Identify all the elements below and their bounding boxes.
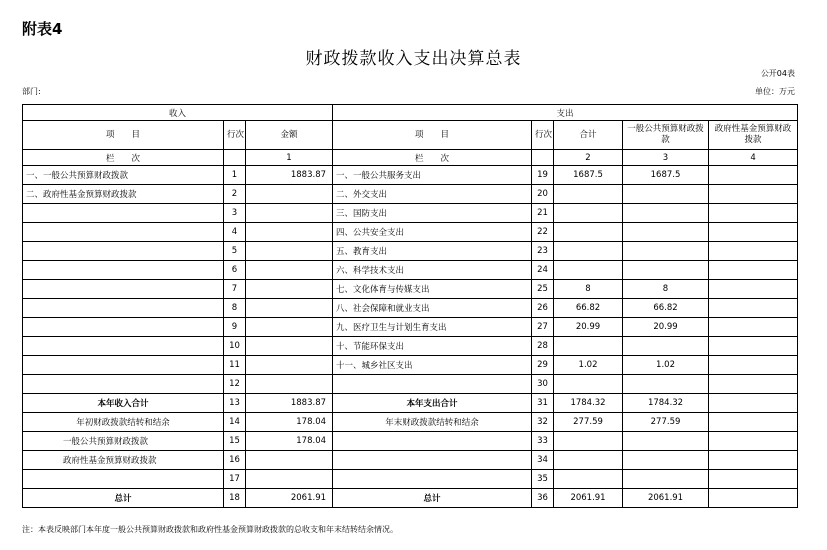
col-label-income: 栏 次 (23, 150, 224, 166)
expense-general-budget (623, 242, 709, 261)
expense-item (333, 451, 532, 470)
income-line-no: 5 (224, 242, 246, 261)
income-line-no: 4 (224, 223, 246, 242)
expense-item: 八、社会保障和就业支出 (333, 299, 532, 318)
expense-item (333, 375, 532, 394)
expense-total: 20.99 (554, 318, 623, 337)
expense-item: 五、教育支出 (333, 242, 532, 261)
expense-line-no: 33 (532, 432, 554, 451)
expense-line-no: 27 (532, 318, 554, 337)
expense-general-budget (623, 470, 709, 489)
expense-general-budget: 1784.32 (623, 394, 709, 413)
income-item (23, 280, 224, 299)
income-amount: 1883.87 (246, 166, 333, 185)
expense-total: 8 (554, 280, 623, 299)
department-label: 部门: (22, 87, 41, 96)
general-budget-header: 一般公共预算财政拨款 (623, 121, 709, 150)
income-amount (246, 185, 333, 204)
gov-fund-header: 政府性基金预算财政拨款 (709, 121, 798, 150)
income-line-no-header: 行次 (224, 121, 246, 150)
expense-header: 支出 (333, 105, 798, 121)
expense-total (554, 451, 623, 470)
table-row (23, 242, 798, 261)
expense-general-budget (623, 261, 709, 280)
table-row (23, 337, 798, 356)
expense-item: 二、外交支出 (333, 185, 532, 204)
expense-general-budget: 277.59 (623, 413, 709, 432)
income-amount (246, 299, 333, 318)
expense-gov-fund (709, 299, 798, 318)
table-row (23, 451, 798, 470)
unit-label: 单位：万元 (755, 87, 795, 96)
expense-gov-fund (709, 356, 798, 375)
expense-item: 一、一般公共服务支出 (333, 166, 532, 185)
table-row (23, 318, 798, 337)
expense-gov-fund (709, 337, 798, 356)
table-row (23, 394, 798, 413)
income-line-no: 8 (224, 299, 246, 318)
expense-total (554, 375, 623, 394)
expense-line-no: 30 (532, 375, 554, 394)
footnote: 注：本表反映部门本年度一般公共预算财政拨款和政府性基金预算财政拨款的总收支和年末结转结余情况。 (22, 525, 398, 534)
income-line-no: 6 (224, 261, 246, 280)
income-amount (246, 223, 333, 242)
expense-gov-fund (709, 223, 798, 242)
expense-general-budget (623, 432, 709, 451)
expense-line-no: 29 (532, 356, 554, 375)
expense-item: 六、科学技术支出 (333, 261, 532, 280)
income-item (23, 470, 224, 489)
income-line-no: 11 (224, 356, 246, 375)
income-amount (246, 204, 333, 223)
expense-gov-fund (709, 242, 798, 261)
expense-item-header: 项 目 (333, 121, 532, 150)
income-amount-header: 金额 (246, 121, 333, 150)
income-amount (246, 280, 333, 299)
income-item (23, 318, 224, 337)
income-amount (246, 470, 333, 489)
expense-total (554, 432, 623, 451)
income-amount: 2061.91 (246, 489, 333, 508)
income-item: 本年收入合计 (23, 394, 224, 413)
expense-line-no: 36 (532, 489, 554, 508)
expense-line-no: 35 (532, 470, 554, 489)
attachment-label: 附表4 (22, 20, 63, 38)
income-line-no: 2 (224, 185, 246, 204)
expense-gov-fund (709, 185, 798, 204)
expense-gov-fund (709, 470, 798, 489)
col-label-blank (224, 150, 246, 166)
expense-item: 本年支出合计 (333, 394, 532, 413)
table-row (23, 223, 798, 242)
expense-item: 总计 (333, 489, 532, 508)
expense-gov-fund (709, 375, 798, 394)
table-row (23, 204, 798, 223)
income-amount: 178.04 (246, 432, 333, 451)
expense-line-no-header: 行次 (532, 121, 554, 150)
expense-gov-fund (709, 451, 798, 470)
table-row (23, 261, 798, 280)
expense-total: 2061.91 (554, 489, 623, 508)
col-number-2: 2 (554, 150, 623, 166)
expense-total (554, 204, 623, 223)
expense-gov-fund (709, 204, 798, 223)
col-label-blank (532, 150, 554, 166)
income-amount (246, 451, 333, 470)
expense-total (554, 261, 623, 280)
expense-general-budget (623, 185, 709, 204)
expense-item (333, 432, 532, 451)
income-item: 一般公共预算财政拨款 (23, 432, 224, 451)
income-line-no: 14 (224, 413, 246, 432)
form-number: 公开04表 (760, 69, 795, 78)
expense-gov-fund (709, 166, 798, 185)
expense-general-budget (623, 337, 709, 356)
expense-item: 七、文化体育与传媒支出 (333, 280, 532, 299)
expense-line-no: 20 (532, 185, 554, 204)
income-item: 年初财政拨款结转和结余 (23, 413, 224, 432)
expense-general-budget (623, 223, 709, 242)
income-line-no: 18 (224, 489, 246, 508)
income-item (23, 242, 224, 261)
expense-item: 年末财政拨款结转和结余 (333, 413, 532, 432)
expense-line-no: 23 (532, 242, 554, 261)
expense-general-budget: 8 (623, 280, 709, 299)
table-row (23, 299, 798, 318)
table-row (23, 280, 798, 299)
expense-line-no: 26 (532, 299, 554, 318)
expense-total-header: 合计 (554, 121, 623, 150)
expense-general-budget: 1.02 (623, 356, 709, 375)
expense-total: 1784.32 (554, 394, 623, 413)
expense-total (554, 242, 623, 261)
income-line-no: 13 (224, 394, 246, 413)
expense-item: 三、国防支出 (333, 204, 532, 223)
expense-general-budget: 2061.91 (623, 489, 709, 508)
income-line-no: 10 (224, 337, 246, 356)
expense-total (554, 185, 623, 204)
income-item: 政府性基金预算财政拨款 (23, 451, 224, 470)
income-item (23, 356, 224, 375)
expense-general-budget (623, 451, 709, 470)
col-number-4: 4 (709, 150, 798, 166)
income-line-no: 9 (224, 318, 246, 337)
budget-table (22, 104, 798, 508)
income-amount (246, 356, 333, 375)
income-item (23, 337, 224, 356)
income-item (23, 375, 224, 394)
income-amount: 1883.87 (246, 394, 333, 413)
table-row (23, 185, 798, 204)
expense-line-no: 25 (532, 280, 554, 299)
table-row (23, 375, 798, 394)
income-amount (246, 318, 333, 337)
expense-total: 277.59 (554, 413, 623, 432)
expense-gov-fund (709, 318, 798, 337)
income-item: 一、一般公共预算财政拨款 (23, 166, 224, 185)
expense-line-no: 21 (532, 204, 554, 223)
expense-general-budget: 66.82 (623, 299, 709, 318)
income-item-header: 项 目 (23, 121, 224, 150)
expense-item: 十一、城乡社区支出 (333, 356, 532, 375)
income-item (23, 261, 224, 280)
expense-item: 四、公共安全支出 (333, 223, 532, 242)
income-amount (246, 261, 333, 280)
income-header: 收入 (23, 105, 333, 121)
table-row (23, 413, 798, 432)
expense-gov-fund (709, 261, 798, 280)
expense-gov-fund (709, 489, 798, 508)
income-amount (246, 337, 333, 356)
expense-gov-fund (709, 413, 798, 432)
col-number-1: 1 (246, 150, 333, 166)
expense-total: 1687.5 (554, 166, 623, 185)
table-row (23, 470, 798, 489)
expense-line-no: 32 (532, 413, 554, 432)
expense-line-no: 24 (532, 261, 554, 280)
income-amount (246, 375, 333, 394)
expense-gov-fund (709, 280, 798, 299)
income-item (23, 204, 224, 223)
table-row (23, 356, 798, 375)
expense-general-budget (623, 375, 709, 394)
income-line-no: 17 (224, 470, 246, 489)
expense-item (333, 470, 532, 489)
income-line-no: 12 (224, 375, 246, 394)
income-item: 二、政府性基金预算财政拨款 (23, 185, 224, 204)
col-label-expense: 栏 次 (333, 150, 532, 166)
expense-total: 66.82 (554, 299, 623, 318)
expense-general-budget (623, 204, 709, 223)
expense-line-no: 34 (532, 451, 554, 470)
expense-line-no: 31 (532, 394, 554, 413)
income-line-no: 7 (224, 280, 246, 299)
table-row (23, 489, 798, 508)
col-number-3: 3 (623, 150, 709, 166)
income-item (23, 223, 224, 242)
expense-total (554, 223, 623, 242)
expense-total: 1.02 (554, 356, 623, 375)
income-line-no: 16 (224, 451, 246, 470)
income-item: 总计 (23, 489, 224, 508)
expense-general-budget: 1687.5 (623, 166, 709, 185)
expense-gov-fund (709, 394, 798, 413)
expense-line-no: 19 (532, 166, 554, 185)
expense-line-no: 22 (532, 223, 554, 242)
table-row (23, 432, 798, 451)
income-line-no: 15 (224, 432, 246, 451)
expense-gov-fund (709, 432, 798, 451)
income-line-no: 1 (224, 166, 246, 185)
income-item (23, 299, 224, 318)
expense-line-no: 28 (532, 337, 554, 356)
income-amount (246, 242, 333, 261)
page-title: 财政拨款收入支出决算总表 (305, 49, 522, 69)
expense-item: 十、节能环保支出 (333, 337, 532, 356)
expense-general-budget: 20.99 (623, 318, 709, 337)
income-line-no: 3 (224, 204, 246, 223)
expense-total (554, 470, 623, 489)
income-amount: 178.04 (246, 413, 333, 432)
table-row (23, 166, 798, 185)
expense-item: 九、医疗卫生与计划生育支出 (333, 318, 532, 337)
expense-total (554, 337, 623, 356)
